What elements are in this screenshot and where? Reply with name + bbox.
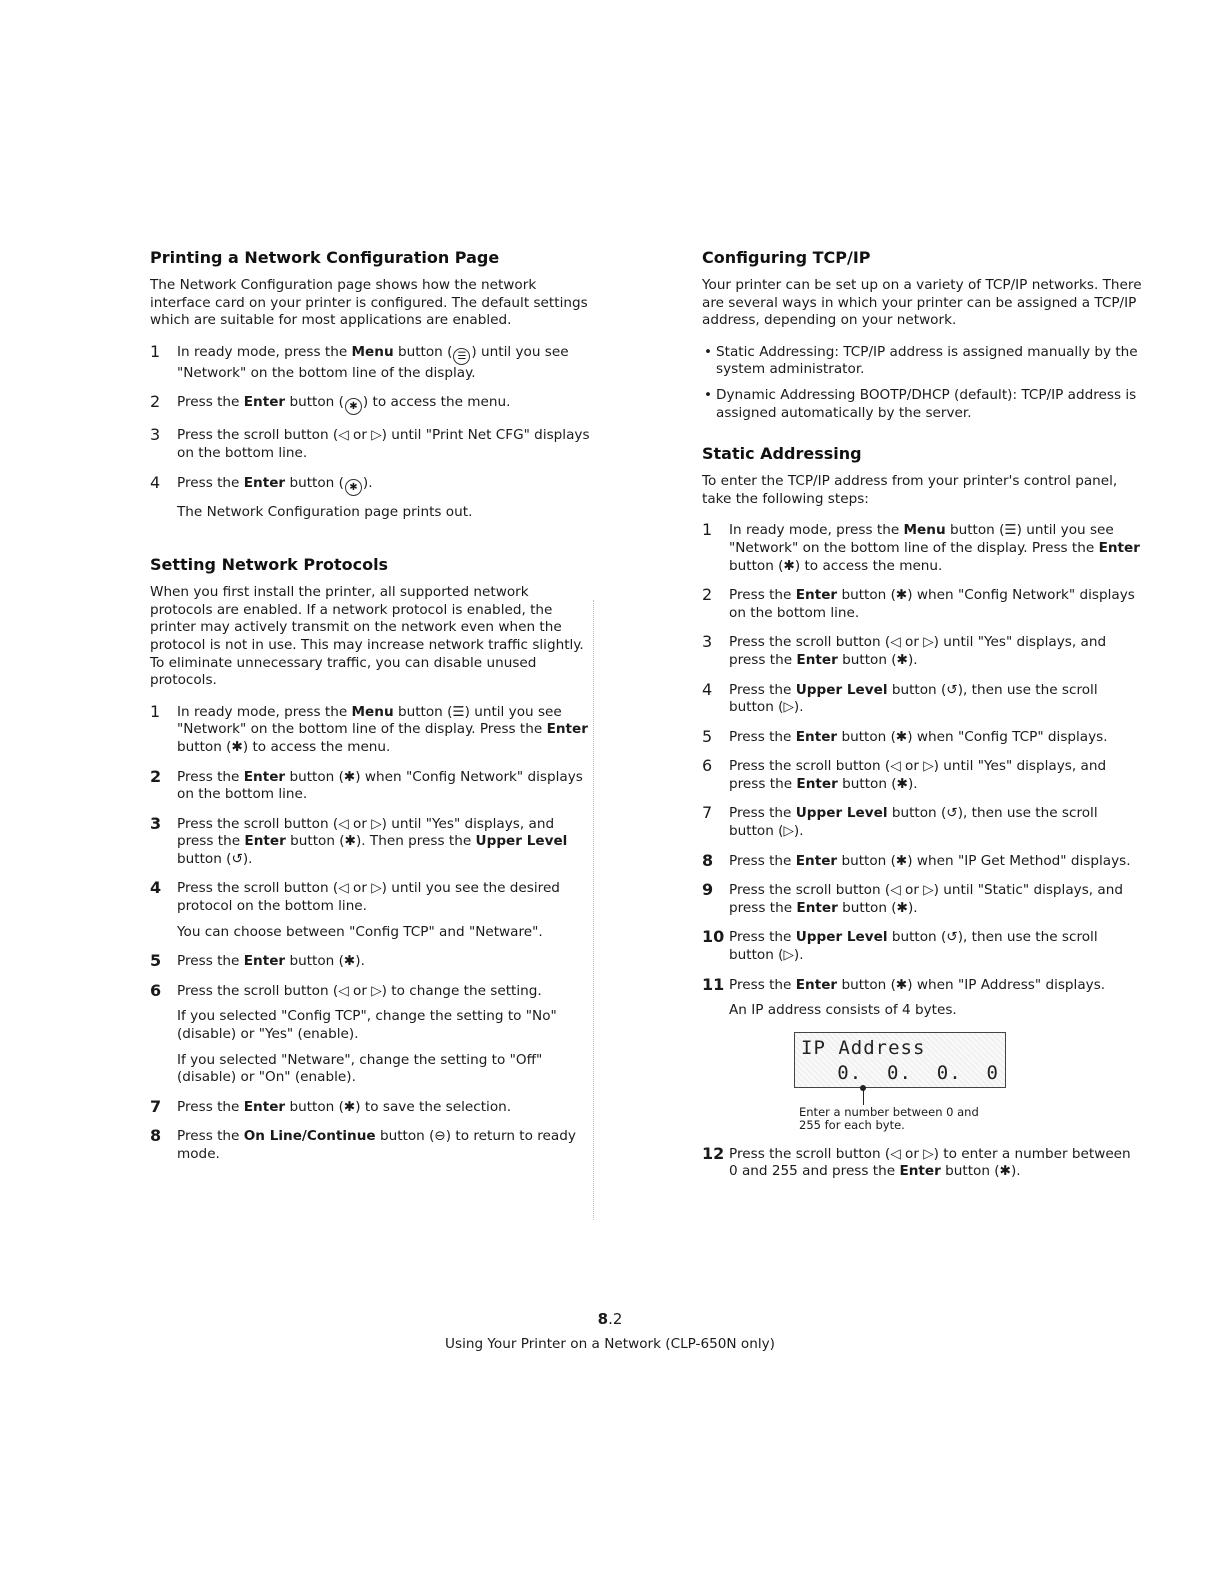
- step-text: In ready mode, press the: [729, 522, 904, 539]
- step-text: In ready mode, press the: [177, 703, 352, 720]
- step-item: [150, 813, 590, 869]
- step-text: button (↺), then use the scroll button (▷).: [729, 929, 1098, 964]
- step-text: button (✱).: [837, 775, 918, 792]
- step-text: Press the: [729, 681, 796, 698]
- step-bold: Enter: [795, 728, 838, 745]
- step-list: [150, 701, 590, 1164]
- section-heading: Setting Network Protocols: [150, 555, 389, 575]
- step-bold: Enter: [796, 651, 838, 668]
- step-text: Press the scroll button (◁ or ▷) until you see the desired protocol on the bottom line.: [177, 880, 560, 915]
- step-text: Press the: [177, 394, 244, 411]
- step-bold: Upper Level: [795, 681, 888, 698]
- step-number: 6: [702, 756, 713, 776]
- step-text: button (✱) to save the selection.: [285, 1098, 512, 1115]
- step-number: 1: [702, 520, 713, 540]
- step-text: button (✱) when "IP Get Method" displays.: [837, 852, 1131, 869]
- step-bold: Enter: [796, 775, 838, 792]
- page-footer: [0, 1310, 1220, 1352]
- step-list: [702, 522, 1142, 1181]
- step-text: Press the: [729, 587, 796, 604]
- step-text: Press the: [729, 852, 796, 869]
- step-bold: Enter: [243, 394, 286, 411]
- step-number: 7: [150, 1096, 162, 1116]
- step-item: [702, 522, 1142, 575]
- step-bold: Enter: [795, 852, 838, 869]
- step-item: [150, 980, 590, 1001]
- step-text: button (✱).: [285, 953, 365, 970]
- step-bold: Enter: [795, 587, 838, 604]
- step-text: button (↺), then use the scroll button (▷).: [729, 681, 1098, 716]
- step-bold: Menu: [903, 522, 946, 539]
- page-sub: .2: [608, 1310, 623, 1328]
- step-item: [702, 726, 1142, 747]
- step-bold: Enter: [796, 899, 838, 916]
- enter-button-icon: ✱: [345, 479, 362, 496]
- step-text: Press the scroll button (◁ or ▷) until "Yes" displays, and press the: [729, 634, 1107, 668]
- step-text: Press the scroll button (◁ or ▷) until "Yes" displays, and press the: [729, 758, 1107, 792]
- step-item: [150, 953, 590, 971]
- step-number: 7: [702, 803, 713, 823]
- section-heading: Configuring TCP/IP: [702, 248, 871, 267]
- step-number: 12: [702, 1143, 725, 1163]
- step-text: button (: [393, 343, 453, 360]
- step-item: [150, 341, 590, 383]
- step-bold: Enter: [243, 1098, 286, 1115]
- step-text: Press the: [729, 976, 796, 993]
- step-number: 5: [702, 726, 713, 746]
- step-number: 3: [150, 813, 162, 833]
- bullet-item: [702, 344, 1142, 379]
- menu-button-icon: ☰: [453, 348, 470, 365]
- enter-button-icon: ✱: [345, 398, 362, 415]
- step-text: button (✱) when "Config TCP" displays.: [837, 728, 1108, 745]
- step-bold: Menu: [351, 343, 394, 360]
- step-text: ).: [362, 474, 373, 491]
- step-item: [702, 587, 1142, 622]
- step-number: 2: [150, 766, 162, 786]
- step-bold: Enter: [1098, 539, 1140, 556]
- step-bold: Menu: [351, 703, 394, 720]
- lcd-line-1: IP Address: [801, 1036, 926, 1059]
- left-column: [150, 248, 590, 1176]
- right-column: [702, 248, 1142, 1193]
- step-bold: Enter: [243, 953, 286, 970]
- step-text: button (↺).: [177, 850, 253, 867]
- step-item: [150, 394, 590, 415]
- step-number: 2: [150, 392, 161, 412]
- step-item: [702, 850, 1142, 871]
- step-text: button (✱) when "Config Network" displays on the bottom line.: [729, 587, 1135, 621]
- step-bold: Upper Level: [475, 833, 568, 850]
- bullet-dot-icon: •: [704, 386, 713, 403]
- step-item: [702, 974, 1142, 995]
- step-text: Press the scroll button (◁ or ▷) until "Yes" displays, and press the: [177, 815, 555, 850]
- step-item: [150, 1128, 590, 1163]
- step-text: button (✱) when "IP Address" displays.: [837, 976, 1106, 993]
- bullet-dot-icon: •: [704, 343, 713, 360]
- step-bold: On Line/Continue: [243, 1128, 376, 1145]
- step-number: 1: [150, 701, 161, 721]
- lcd-line-2: 0. 0. 0. 0: [837, 1061, 999, 1084]
- page-number: [0, 1310, 1220, 1328]
- step-number: 8: [150, 1126, 162, 1146]
- step-text: button (: [285, 474, 344, 491]
- step-text: Press the: [177, 474, 244, 491]
- section-intro: The Network Configuration page shows how the network interface card on your printer is configured. The default settings which are suitable for most applications are enabled.: [150, 277, 588, 329]
- step-note: If you selected "Config TCP", change the setting to "No" (disable) or "Yes" (enable).: [177, 1008, 557, 1043]
- step-item: [702, 882, 1142, 917]
- step-bold: Upper Level: [795, 929, 888, 946]
- step-text: button (✱) to access the menu.: [177, 738, 391, 755]
- step-item: [702, 679, 1142, 717]
- step-note: If you selected "Netware", change the setting to "Off" (disable) or "On" (enable).: [177, 1051, 543, 1086]
- footer-title: Using Your Printer on a Network (CLP-650N only): [445, 1336, 775, 1352]
- step-text: Press the: [729, 805, 796, 822]
- step-text: button (: [285, 394, 344, 411]
- section-intro: Your printer can be set up on a variety of TCP/IP networks. There are several ways in which your printer can be assigned a TCP/IP address, depending on your network.: [702, 277, 1142, 329]
- step-text: button (⊖) to return to ready mode.: [177, 1128, 576, 1162]
- step-text: Press the: [177, 768, 244, 785]
- step-text: button (✱) when "Config Network" displays on the bottom line.: [177, 768, 583, 803]
- step-item: [150, 1096, 590, 1117]
- step-item: [150, 880, 590, 915]
- lcd-caption: Enter a number between 0 and 255 for each byte.: [799, 1104, 979, 1132]
- step-number: 1: [150, 341, 161, 361]
- step-number: 6: [150, 980, 162, 1000]
- step-text: button (☰) until you see "Network" on the bottom line of the display. Press the: [177, 703, 562, 738]
- step-bold: Enter: [546, 721, 588, 738]
- step-text: In ready mode, press the: [177, 343, 352, 360]
- step-item: [702, 1143, 1142, 1181]
- step-item: [150, 766, 590, 804]
- step-number: 3: [702, 632, 713, 652]
- lcd-display: [794, 1032, 1006, 1088]
- step-text: button (✱). Then press the: [285, 833, 476, 850]
- step-text: button (✱).: [837, 651, 918, 668]
- step-text: Press the scroll button (◁ or ▷) to enter a number between 0 and 255 and press the: [729, 1145, 1131, 1180]
- step-text: Press the scroll button (◁ or ▷) until "Static" displays, and press the: [729, 882, 1124, 916]
- step-item: [702, 929, 1142, 964]
- step-number: 3: [150, 425, 161, 445]
- step-number: 10: [702, 927, 725, 947]
- step-bold: Enter: [795, 976, 838, 993]
- step-text: button (✱).: [837, 899, 918, 916]
- column-divider: [593, 600, 594, 1220]
- step-text: ) to access the menu.: [362, 394, 511, 411]
- step-item: [150, 701, 590, 757]
- bullet-list: [702, 344, 1142, 422]
- step-text: button (↺), then use the scroll button (▷).: [729, 805, 1098, 840]
- step-number: 4: [150, 878, 162, 898]
- bullet-item: [702, 387, 1142, 422]
- step-number: 4: [150, 472, 161, 492]
- step-number: 9: [702, 880, 714, 900]
- step-number: 5: [150, 951, 162, 971]
- step-bold: Enter: [243, 768, 286, 785]
- step-number: 11: [702, 974, 725, 994]
- lcd-illustration: [729, 1032, 1029, 1132]
- step-item: [702, 805, 1142, 840]
- step-text: Press the: [177, 1128, 244, 1145]
- step-text: Press the: [729, 728, 796, 745]
- step-item: [702, 758, 1142, 793]
- step-text: button (☰) until you see "Network" on the bottom line of the display. Press the: [729, 522, 1114, 556]
- step-text: ) until you see "Network" on the bottom line of the display.: [177, 343, 569, 381]
- section-heading: Static Addressing: [702, 444, 862, 464]
- step-bold: Upper Level: [795, 805, 888, 822]
- section-intro: When you first install the printer, all supported network protocols are enabled. If a network protocol is enabled, the printer may actively transmit on the network even when the protocol is not in use. This may increase network traffic slightly. To eliminate unnecessary traffic, you can disable unused protocols.: [150, 584, 584, 689]
- step-number: 4: [702, 679, 713, 699]
- step-item: [702, 634, 1142, 669]
- step-bold: Enter: [244, 833, 286, 850]
- step-text: Press the scroll button (◁ or ▷) until "Print Net CFG" displays on the bottom line.: [177, 427, 590, 461]
- step-item: [150, 427, 590, 462]
- step-text: Press the: [177, 1098, 244, 1115]
- step-number: 8: [702, 850, 714, 870]
- step-bold: Enter: [243, 474, 286, 491]
- step-item: [150, 472, 590, 496]
- page-chapter: 8: [597, 1310, 609, 1328]
- callout-line: [863, 1087, 864, 1105]
- step-note: The Network Configuration page prints out.: [177, 503, 473, 520]
- step-text: button (✱) to access the menu.: [729, 557, 943, 574]
- bullet-text: Static Addressing: TCP/IP address is assigned manually by the system administrator.: [716, 343, 1138, 378]
- step-number: 2: [702, 585, 713, 605]
- section-heading: Printing a Network Configuration Page: [150, 248, 500, 267]
- step-list: [150, 341, 590, 521]
- step-text: Press the: [729, 929, 796, 946]
- section-intro: To enter the TCP/IP address from your printer's control panel, take the following steps:: [702, 473, 1118, 507]
- step-text: Press the scroll button (◁ or ▷) to change the setting.: [177, 982, 542, 999]
- bullet-text: Dynamic Addressing BOOTP/DHCP (default): TCP/IP address is assigned automatically by the server.: [716, 386, 1137, 421]
- step-text: Press the: [177, 953, 244, 970]
- step-bold: Enter: [899, 1163, 941, 1180]
- step-text: button (✱).: [940, 1163, 1021, 1180]
- step-note: An IP address consists of 4 bytes.: [729, 1002, 957, 1019]
- step-note: You can choose between "Config TCP" and "Netware".: [177, 923, 543, 940]
